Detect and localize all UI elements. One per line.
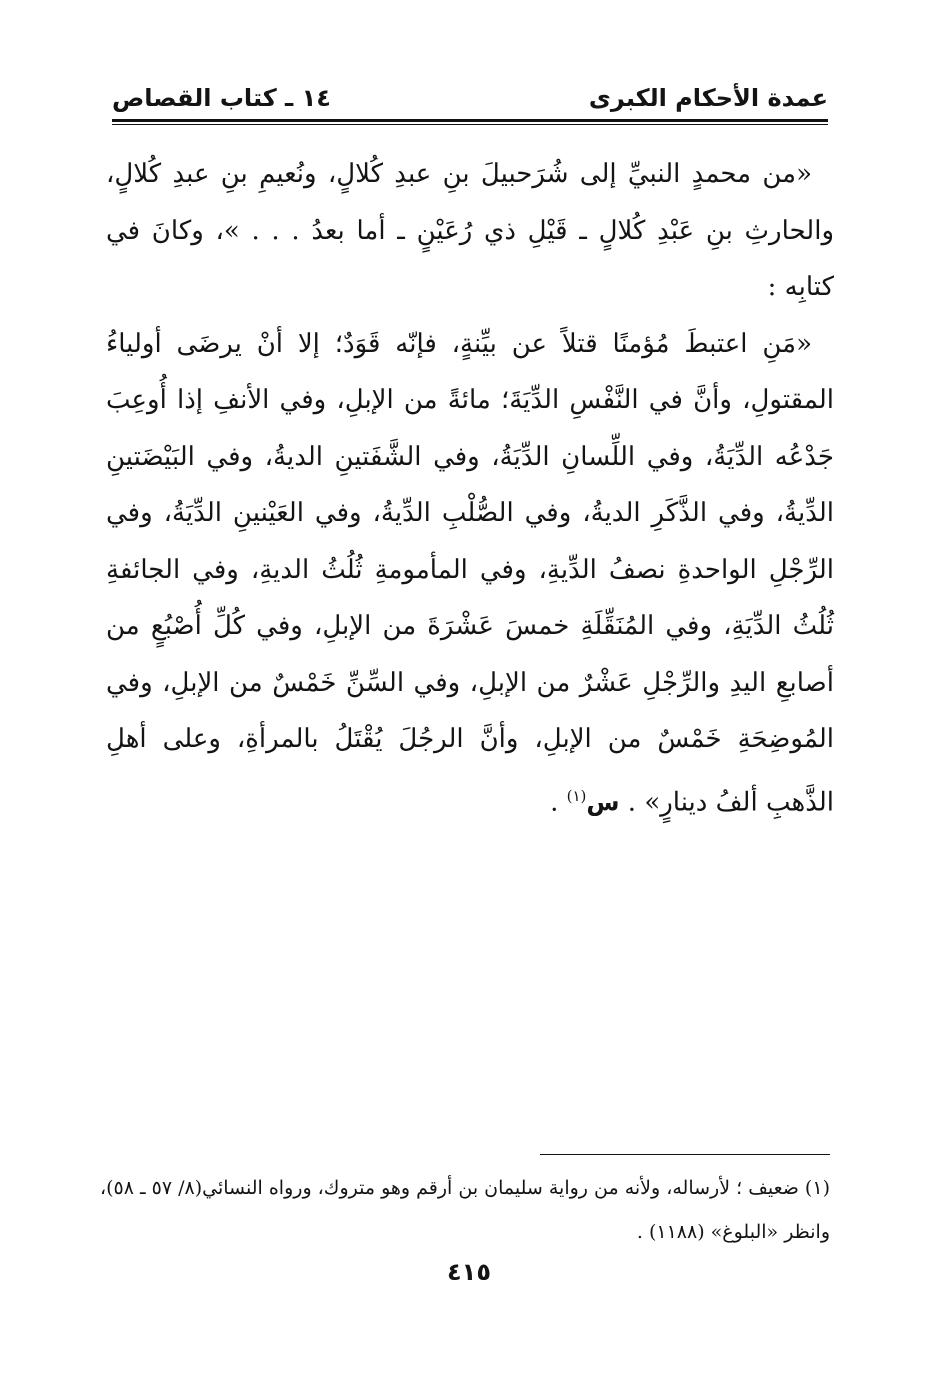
header-rule-thin [112, 124, 828, 125]
main-text [106, 146, 834, 831]
footnote-separator [540, 1154, 830, 1155]
header-rule [112, 119, 828, 122]
closing-period: . [550, 787, 559, 818]
chapter-title: ١٤ ـ كتاب القصاص [112, 84, 331, 112]
running-header [112, 80, 828, 120]
source-sigla: س [586, 788, 620, 817]
book-title: عمدة الأحكام الكبرى [588, 84, 828, 112]
letter-text: «مَنِ اعتبطَ مُؤمنًا قتلاً عن بيِّنةٍ، فإنّه قَوَدٌ؛ إلا أنْ يرضَى أولياءُ المقتولِ، وأنَّ في النَّفْسِ الدِّيَةَ؛ مائةً من الإبلِ، وفي الأنفِ إذا أُوعِبَ جَدْعُه الدِّيَةُ، وفي اللِّسانِ الدِّيَةُ، وفي الشَّفَتينِ الديةُ، وفي البَيْضَتينِ الدِّيةُ، وفي الذَّكَرِ الديةُ، وفي الصُّلْبِ الدِّيةُ، وفي العَيْنينِ الدِّيَةُ، وفي الرِّجْلِ الواحدةِ نصفُ الدِّيةِ، وفي المأمومةِ ثُلُثُ الديةِ، وفي الجائفةِ ثُلُثُ الدِّيَةِ، وفي المُنَقِّلَةِ خمسَ عَشْرَةَ من الإبلِ، وفي كُلِّ أُصْبُعٍ من أصابعِ اليدِ والرِّجْلِ عَشْرٌ من الإبلِ، وفي السِّنِّ خَمْسٌ من الإبلِ، وفي المُوضِحَةِ خَمْسٌ من الإبلِ، وأنَّ الرجُلَ يُقْتَلُ بالمرأةِ، وعلى أهلِ الذَّهبِ ألفُ دينارٍ» . [106, 328, 834, 818]
page-number: ٤١٥ [447, 1258, 491, 1286]
paragraph-letter-body [106, 316, 834, 831]
paragraph-letter-opening: «من محمدٍ النبيِّ إلى شُرَحبيلَ بنِ عبدِ كُلالٍ، ونُعيمِ بنِ عبدِ كُلالٍ، والحارثِ بنِ عَبْدِ كُلالٍ ـ قَيْلِ ذي رُعَيْنٍ ـ أما بعدُ . . . »، وكانَ في كتابِه : [106, 159, 834, 302]
footnote-marker: (١) [566, 786, 587, 805]
footnote: (١) ضعيف ؛ لأرساله، ولأنه من رواية سليمان بن أرقم وهو متروك، ورواه النسائي(٨/ ٥٧ ـ ٥٨)، وانظر «البلوغ» (١١٨٨) . [100, 1177, 830, 1243]
